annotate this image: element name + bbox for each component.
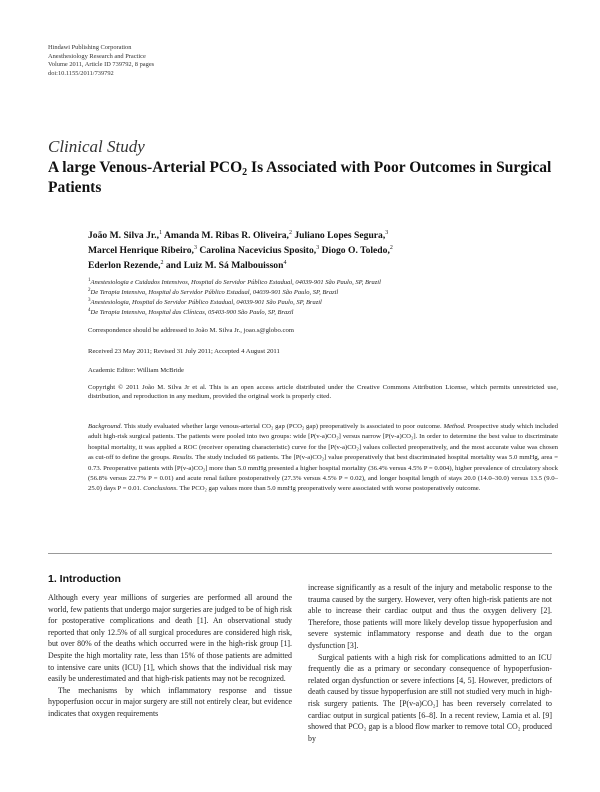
affiliation-item: $^1$Anestesiologia e Cuidados Intensivos, Hospital do Servidor Público Estadual, 04039-901 São Paulo, SP, Brazil — [88, 278, 381, 286]
section-heading-introduction: 1. Introduction — [48, 573, 121, 585]
author-list — [88, 228, 558, 273]
publisher: Hindawi Publishing Corporation — [48, 44, 132, 51]
abstract-results: The study included 66 patients. The [P(v-a)CO₂] value preoperatively that best discriminated hospital mortality was 5.0 mmHg, area = 0.73. Preoperative patients with [P(v-a)CO₂] more than 5.0 mmHg presented a higher hospital mortality (36.4% versus 4.5% P = 0.004), higher prevalence of circulatory shock (56.8% versus 22.7% P = 0.01) and acute renal failure postoperatively (27.3% versus 4.5% P = 0.02), and longer hospital length of stays 20.0 (14.0–30.0) versus 13.5 (9.0–25.0) days P = 0.01. — [88, 454, 558, 493]
article-dates: Received 23 May 2011; Revised 31 July 2011; Accepted 4 August 2011 — [88, 348, 280, 355]
body-column-right — [308, 582, 552, 744]
section-divider — [48, 553, 552, 554]
abstract — [88, 422, 558, 495]
author: João M. Silva Jr.,$^1$ — [88, 230, 163, 241]
copyright-notice: Copyright © 2011 João M. Silva Jr et al. This is an open access article distributed under the Creative Commons Attribution License, which permits unrestricted use, distribution, and reproduction in any medium, provided the original work is properly cited. — [88, 384, 558, 400]
abstract-conclusions-label: Conclusions. — [143, 485, 178, 493]
article-title — [48, 158, 568, 198]
body-column-left — [48, 573, 292, 720]
author: Amanda M. Ribas R. Oliveira,$^2$ — [162, 230, 292, 241]
title-part-1: A large Venous-Arterial PCO — [48, 159, 243, 176]
abstract-results-label: Results. — [172, 454, 194, 462]
affiliation-item: $^2$De Terapia Intensiva, Hospital do Servidor Público Estadual, 04039-901 São Paulo, SP, Brazil — [88, 288, 339, 296]
paragraph: increase significantly as a result of the injury and metabolic response to the trauma caused by the surgery. However, very often high-risk patients are not able to increase their cardiac output and thus the oxygen delivery [2]. Therefore, those patients will more likely develop tissue hypoperfusion and severe systemic inflammatory response and death due to the organ dysfunction [3]. — [308, 583, 552, 650]
journal-name: Anesthesiology Research and Practice — [48, 52, 146, 60]
paragraph: Although every year millions of surgeries are performed all around the world, few patients that undergo major surgeries are judged to be of high risk for postoperative complications and death [1]. An observational study reported that only 12.5% of all surgical procedures are considered high risk, but over 80% of the deaths which occurred were in the high-risk group [1]. Despite the high mortality rate, less than 15% of those patients are admitted to intensive care units (ICU) [1], which shows that the individual risk may easily be underestimated and that high-risk patients may not be recognized. — [48, 593, 292, 684]
author: Diogo O. Toledo,$^2$ — [319, 245, 393, 256]
affiliation-item: $^4$De Terapia Intensiva, Hospital das Clínicas, 05403-900 São Paulo, SP, Brazil — [88, 308, 294, 316]
paragraph: Surgical patients with a high risk for complications admitted to an ICU frequently die as a primary or secondary consequence of hypoperfusion-related organ dysfunction or severe infections [4, 5]. However, predictors of death caused by tissue hypoperfusion are still not studied very much in high-risk surgery patients. The [P(v-a)CO₂] has been reversely correlated to cardiac output in surgical patients [6–8]. In a recent review, Lamia et al. [9] showed that PCO₂ gap is a blood flow marker to remove total CO₂ produced by — [308, 652, 552, 743]
correspondence: Correspondence should be addressed to João M. Silva Jr., joao.s@globo.com — [88, 327, 295, 334]
abstract-method-label: Method. — [443, 423, 466, 430]
journal-header — [48, 44, 154, 78]
author: Marcel Henrique Ribeiro,$^3$ — [88, 245, 197, 256]
abstract-background: This study evaluated whether large venous-arterial CO₂ gap (PCO₂ gap) preoperatively is associated to poor outcome. — [122, 423, 444, 430]
title-subscript: 2 — [242, 167, 248, 178]
academic-editor: Academic Editor: William McBride — [88, 367, 184, 374]
author: Ederlon Rezende,$^2$ — [88, 260, 164, 271]
affiliations — [88, 278, 568, 318]
volume-info: Volume 2011, Article ID 739792, 8 pages — [48, 61, 155, 69]
abstract-conclusions: The PCO₂ gap values more than 5.0 mmHg preoperatively were associated with worse postoperatively outcome. — [177, 485, 481, 493]
author: Juliano Lopes Segura,$^3$ — [291, 230, 389, 241]
affiliation-item: $^3$Anestesiologia, Hospital do Servidor Público Estadual, 04039-901 São Paulo, SP, Brazil — [88, 298, 322, 306]
doi: doi:10.1155/2011/739792 — [48, 69, 114, 77]
paragraph: The mechanisms by which inflammatory response and tissue hypoperfusion occur in major surgery are still not entirely clear, but evidence indicates that oxygen requirements — [48, 685, 292, 718]
abstract-method: Prospective study which included adult high-risk surgical patients. The patients were pooled into two groups: wide [P(v-a)CO₂] versus narrow [P(v-a)CO₂]. In order to determine the best value to discriminate hospital mortality, it was applied a ROC (receiver operating characteristic) curve for the [P(v-a)CO₂] values collected preoperatively, and the most accurate value was chosen as cut-off to define the groups. — [88, 423, 558, 462]
author: and Luiz M. Sá Malbouisson$^4$ — [163, 260, 287, 271]
abstract-background-label: Background. — [88, 423, 123, 430]
author: Carolina Nacevicius Sposito,$^3$ — [196, 245, 320, 256]
article-type: Clinical Study — [48, 137, 145, 156]
title-part-2: Is Associated with Poor Outcomes in Surgical Patients — [48, 159, 552, 196]
